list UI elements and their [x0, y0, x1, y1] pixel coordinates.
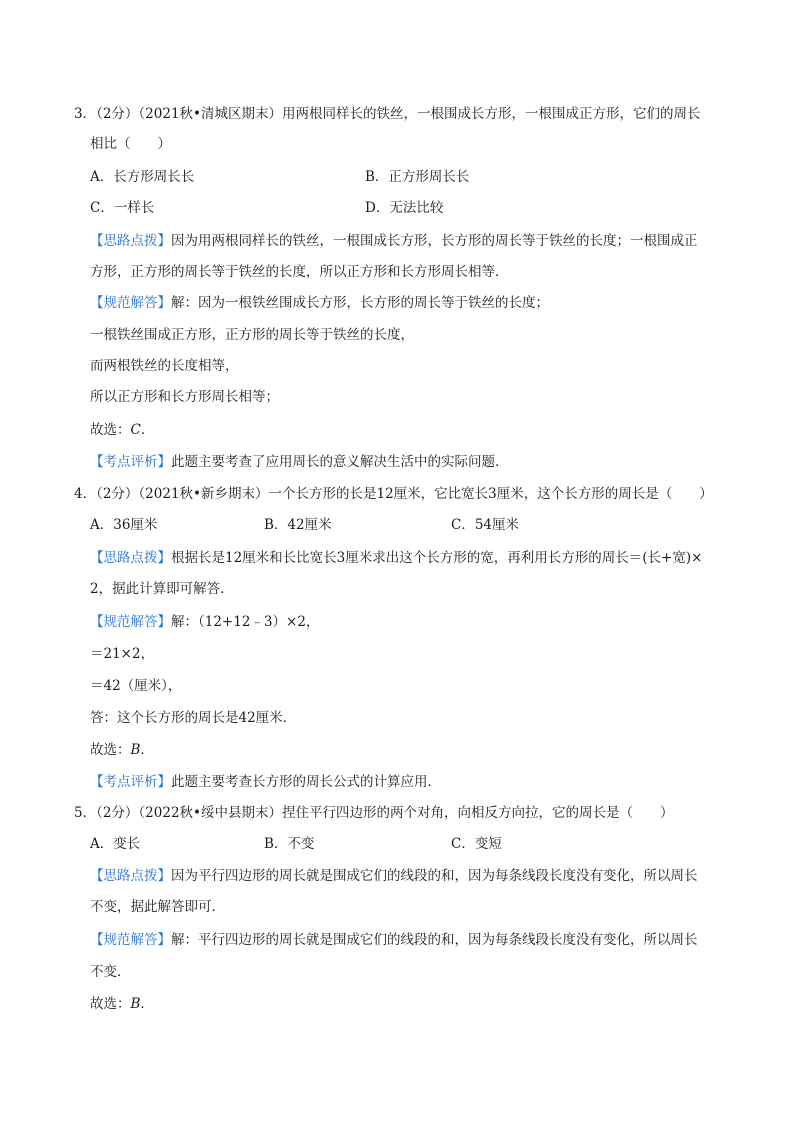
- q3-answer-line2: 一根铁丝围成正方形，正方形的周长等于铁丝的长度，: [90, 327, 414, 343]
- q3-choice: 故选：C．: [90, 422, 155, 438]
- hint-tag: 【思路点拨】: [90, 550, 171, 566]
- hint-text: 根据长是12厘米和长比宽长3厘米求出这个长方形的宽，再利用长方形的周长＝(长+宽)×: [171, 550, 703, 566]
- q5-option-b: B．不变: [264, 836, 315, 852]
- answer-tag: 【规范解答】: [90, 932, 171, 948]
- q4-answer-line1: [90, 612, 319, 632]
- q4-answer-line4: 答：这个长方形的周长是42厘米．: [90, 710, 297, 726]
- q5-hint-line2: 不变，据此解答即可．: [90, 899, 225, 915]
- q3-option-d: D．无法比较: [365, 200, 444, 216]
- answer-text: 解：平行四边形的周长就是围成它们的线段的和，因为每条线段长度没有变化，所以周长: [171, 932, 698, 948]
- q4-option-c: C．54厘米: [451, 517, 520, 533]
- q3-option-b: B．正方形周长长: [365, 169, 470, 185]
- q3-answer-line1: [90, 293, 549, 313]
- q4-stem-line1: 4．（2分）（2021秋•新乡期末）一个长方形的长是12厘米，它比宽长3厘米，这个长方形的周长是（ ）: [74, 486, 713, 502]
- answer-tag: 【规范解答】: [90, 614, 171, 630]
- hint-text: 因为用两根同样长的铁丝，一根围成长方形，长方形的周长等于铁丝的长度；一根围成正: [171, 233, 698, 249]
- q3-choice-letter: C: [130, 422, 141, 438]
- q3-stem-line1: 3．（2分）（2021秋•清城区期末）用两根同样长的铁丝，一根围成长方形，一根围成正方形，它们的周长: [74, 106, 701, 122]
- review-tag: 【考点评析】: [90, 774, 171, 790]
- q5-answer-line1: [90, 930, 698, 950]
- hint-tag: 【思路点拨】: [90, 868, 171, 884]
- q4-choice: 故选：B．: [90, 742, 154, 758]
- review-tag: 【考点评析】: [90, 454, 171, 470]
- answer-tag: 【规范解答】: [90, 295, 171, 311]
- hint-text: 因为平行四边形的周长就是围成它们的线段的和，因为每条线段长度没有变化，所以周长: [171, 868, 698, 884]
- q5-choice: 故选：B．: [90, 996, 154, 1012]
- q3-option-a: A．长方形周长长: [90, 169, 195, 185]
- q3-answer-line4: 所以正方形和长方形周长相等；: [90, 389, 279, 405]
- q3-answer-line3: 而两根铁丝的长度相等，: [90, 358, 239, 374]
- q3-stem-line2: 相比（ ）: [90, 136, 171, 152]
- q3-option-c: C．一样长: [90, 200, 155, 216]
- review-text: 此题主要考查长方形的周长公式的计算应用．: [171, 774, 441, 790]
- q4-option-a: A．36厘米: [90, 517, 158, 533]
- q4-answer-line2: ＝21×2，: [90, 646, 155, 662]
- q5-stem-line1: 5．（2分）（2022秋•绥中县期末）捏住平行四边形的两个对角，向相反方向拉，它的周长是（ ）: [74, 805, 674, 821]
- q4-choice-letter: B: [130, 742, 141, 758]
- q4-option-b: B．42厘米: [264, 517, 332, 533]
- q4-hint-line2: 2，据此计算即可解答．: [90, 581, 234, 597]
- review-text: 此题主要考查了应用周长的意义解决生活中的实际问题．: [171, 454, 509, 470]
- q4-answer-line3: ＝42（厘米），: [90, 678, 182, 694]
- q5-option-c: C．变短: [451, 836, 502, 852]
- answer-text: 解：因为一根铁丝围成长方形，长方形的周长等于铁丝的长度；: [171, 295, 549, 311]
- q3-hint-line1: [90, 231, 698, 251]
- q5-hint-line1: [90, 866, 698, 886]
- q5-choice-letter: B: [130, 996, 141, 1012]
- q4-review: [90, 772, 441, 792]
- q3-review: [90, 452, 509, 472]
- q3-hint-line2: 方形，正方形的周长等于铁丝的长度，所以正方形和长方形周长相等．: [90, 264, 509, 280]
- q4-hint-line1: [90, 548, 702, 568]
- q5-answer-line2: 不变．: [90, 964, 131, 980]
- q5-option-a: A．变长: [90, 836, 141, 852]
- hint-tag: 【思路点拨】: [90, 233, 171, 249]
- answer-text: 解：（12+12﹣3）×2，: [171, 614, 320, 630]
